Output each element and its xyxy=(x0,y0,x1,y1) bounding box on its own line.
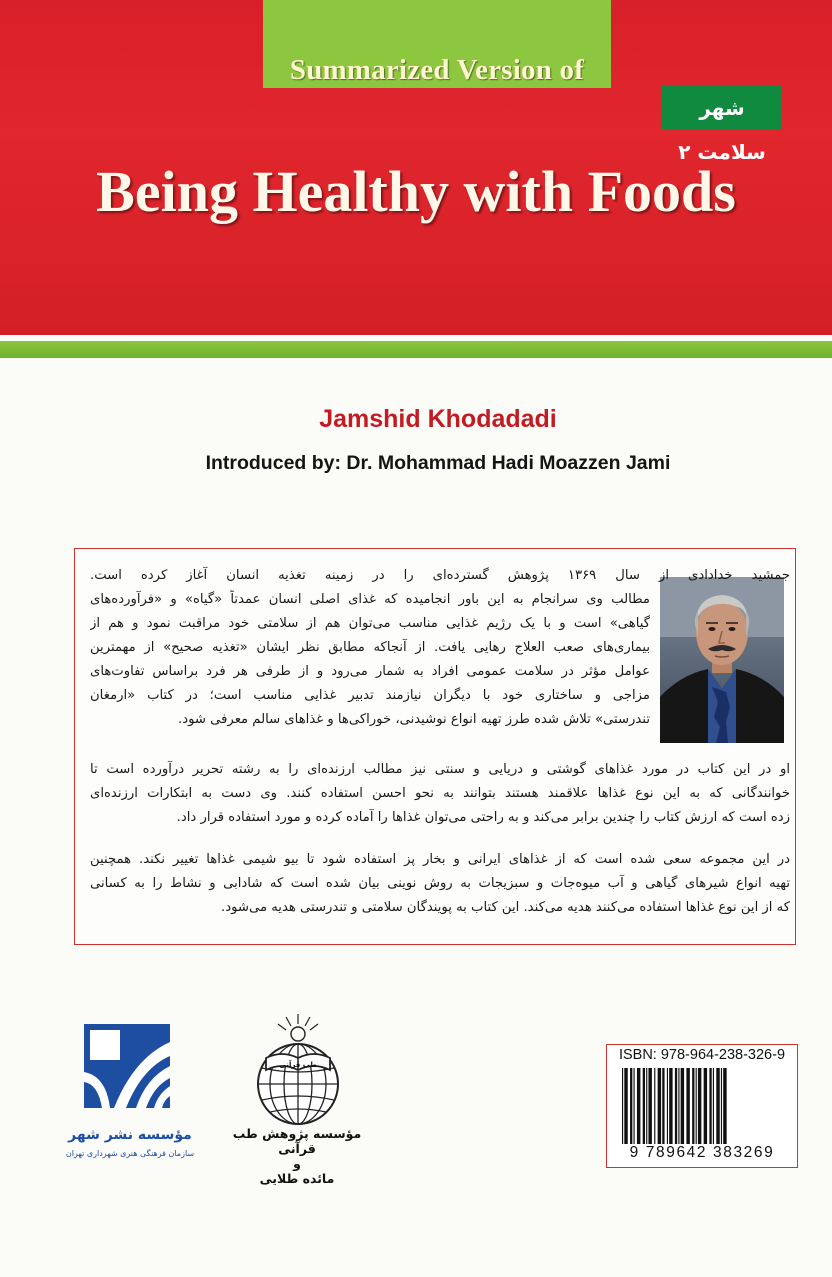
barcode-bar xyxy=(713,1068,714,1144)
bio-line: زده است که ارزش کتاب را چندین برابر می‌کند و به راحتی می‌توان غذاها را آماده کرده و مورد استفاده قرار داد. xyxy=(176,810,790,825)
bio-line: تهیه انواع شیرهای گیاهی و آب میوه‌جات و سبزیجات به روش نوینی بیان شده است که شادابی و نشاط را به کسانی xyxy=(90,876,790,891)
bio-line: گیاهی» است و با یک رژیم غذایی مناسب می‌توان هم از سلامتی خود مراقبت نمود و هم از xyxy=(90,616,650,631)
publisher-center-line1: مؤسسه پژوهش طب قرآنی xyxy=(232,1126,362,1156)
bio-line: مطالب وی سرانجام به این باور انجامیده که غذای اصلی انسان عمدتاً «گیاه» و «فرآورده‌های xyxy=(90,592,650,607)
barcode-bar xyxy=(704,1068,707,1144)
barcode-bar xyxy=(692,1068,694,1144)
barcode-bar xyxy=(643,1068,645,1144)
isbn-digits: 9 789642 383269 xyxy=(629,1144,775,1161)
barcode-bar xyxy=(686,1068,689,1144)
book-title: Being Healthy with Foods xyxy=(96,159,736,224)
bio-line: جمشید خدادادی از سال ۱۳۶۹ پژوهش گسترده‌ای را در زمینه تغذیه انسان آغاز کرده است. xyxy=(90,568,790,583)
tebb-qurani-logo xyxy=(236,1012,360,1128)
barcode-bar xyxy=(698,1068,701,1144)
barcode xyxy=(620,1068,788,1144)
barcode-bar xyxy=(637,1068,640,1144)
divider-green-strip xyxy=(0,341,832,358)
barcode-bar xyxy=(678,1068,679,1144)
isbn-label: ISBN: 978-964-238-326-9 xyxy=(618,1047,786,1063)
barcode-bar xyxy=(721,1068,722,1144)
bio-line: او در این کتاب در مورد غذاهای گوشتی و دریایی و سنتی نیز مطالب ارزنده‌ای را به رشته تحریر درآورده است تا xyxy=(90,762,790,777)
bio-line: تندرستی» تلاش شده طرز تهیه انواع نوشیدنی، خوراکی‌ها و غذاهای سالم معرفی شود. xyxy=(178,712,650,727)
barcode-bar xyxy=(648,1068,651,1144)
barcode-bar xyxy=(675,1068,677,1144)
bio-line: عوامل مؤثر در سلامت عمومی افراد به شمار می‌رود و از طرفی هر فرد براساس تفاوت‌های xyxy=(90,664,650,679)
author-name: Jamshid Khodadadi xyxy=(319,405,557,433)
barcode-bar xyxy=(696,1068,697,1144)
barcode-bar xyxy=(662,1068,664,1144)
publisher-left-subtitle: سازمان فرهنگی هنری شهرداری تهران xyxy=(65,1149,195,1158)
author-photo xyxy=(660,577,784,743)
bio-line: خوانندگانی که به این نوع غذاها علاقمند هستند بتوانند به نحو احسن استفاده کنند. وی دست به ابتکارات ارزنده‌ای xyxy=(90,786,790,801)
barcode-bar xyxy=(709,1068,711,1144)
publisher-center-name xyxy=(222,1126,372,1186)
publisher-center-line2: و xyxy=(293,1156,301,1171)
bio-line: بیماری‌های صعب العلاج رهایی یافت. از آنجاکه مطابق نظر ایشان «تغذیه صحیح» از مهمترین xyxy=(90,640,650,655)
barcode-bar xyxy=(630,1068,632,1144)
bio-line: در این مجموعه سعی شده است که از غذاهای ایرانی و بخار پز استفاده شود تا بیو شیمی غذاها تغییر نکند. همچنین xyxy=(90,852,790,867)
barcode-bar xyxy=(658,1068,661,1144)
summary-line: Summarized Version of xyxy=(289,54,585,86)
barcode-bar xyxy=(681,1068,684,1144)
barcode-bar xyxy=(654,1068,655,1144)
barcode-bar xyxy=(667,1068,668,1144)
introduced-by: Introduced by: Dr. Mohammad Hadi Moazzen Jami xyxy=(205,452,671,474)
barcode-bar xyxy=(646,1068,647,1144)
barcode-bar xyxy=(634,1068,635,1144)
series-badge: شهر سلامت ۲ xyxy=(662,86,782,130)
barcode-bar xyxy=(723,1068,726,1144)
barcode-bar xyxy=(624,1068,627,1144)
publisher-left-name: مؤسسه نشر شهر xyxy=(68,1127,192,1143)
barcode-bar xyxy=(669,1068,672,1144)
publisher-center-line3: مائده طلایی xyxy=(259,1171,335,1186)
barcode-bar xyxy=(622,1068,623,1144)
center-logo-text: طب قرآنی xyxy=(279,1061,317,1069)
bio-line: که از این نوع غذاها استفاده می‌کنند هدیه می‌کند. این کتاب به پویندگان سلامتی و تندرستی هدیه می‌شود. xyxy=(221,900,790,915)
bio-line: مزاجی و ساختاری خود با دیگران نیازمند تدبیر غذایی مناسب است؛ در کتاب «ارمغان xyxy=(90,688,650,703)
nashr-shahr-logo xyxy=(84,1024,170,1108)
barcode-bar xyxy=(716,1068,719,1144)
